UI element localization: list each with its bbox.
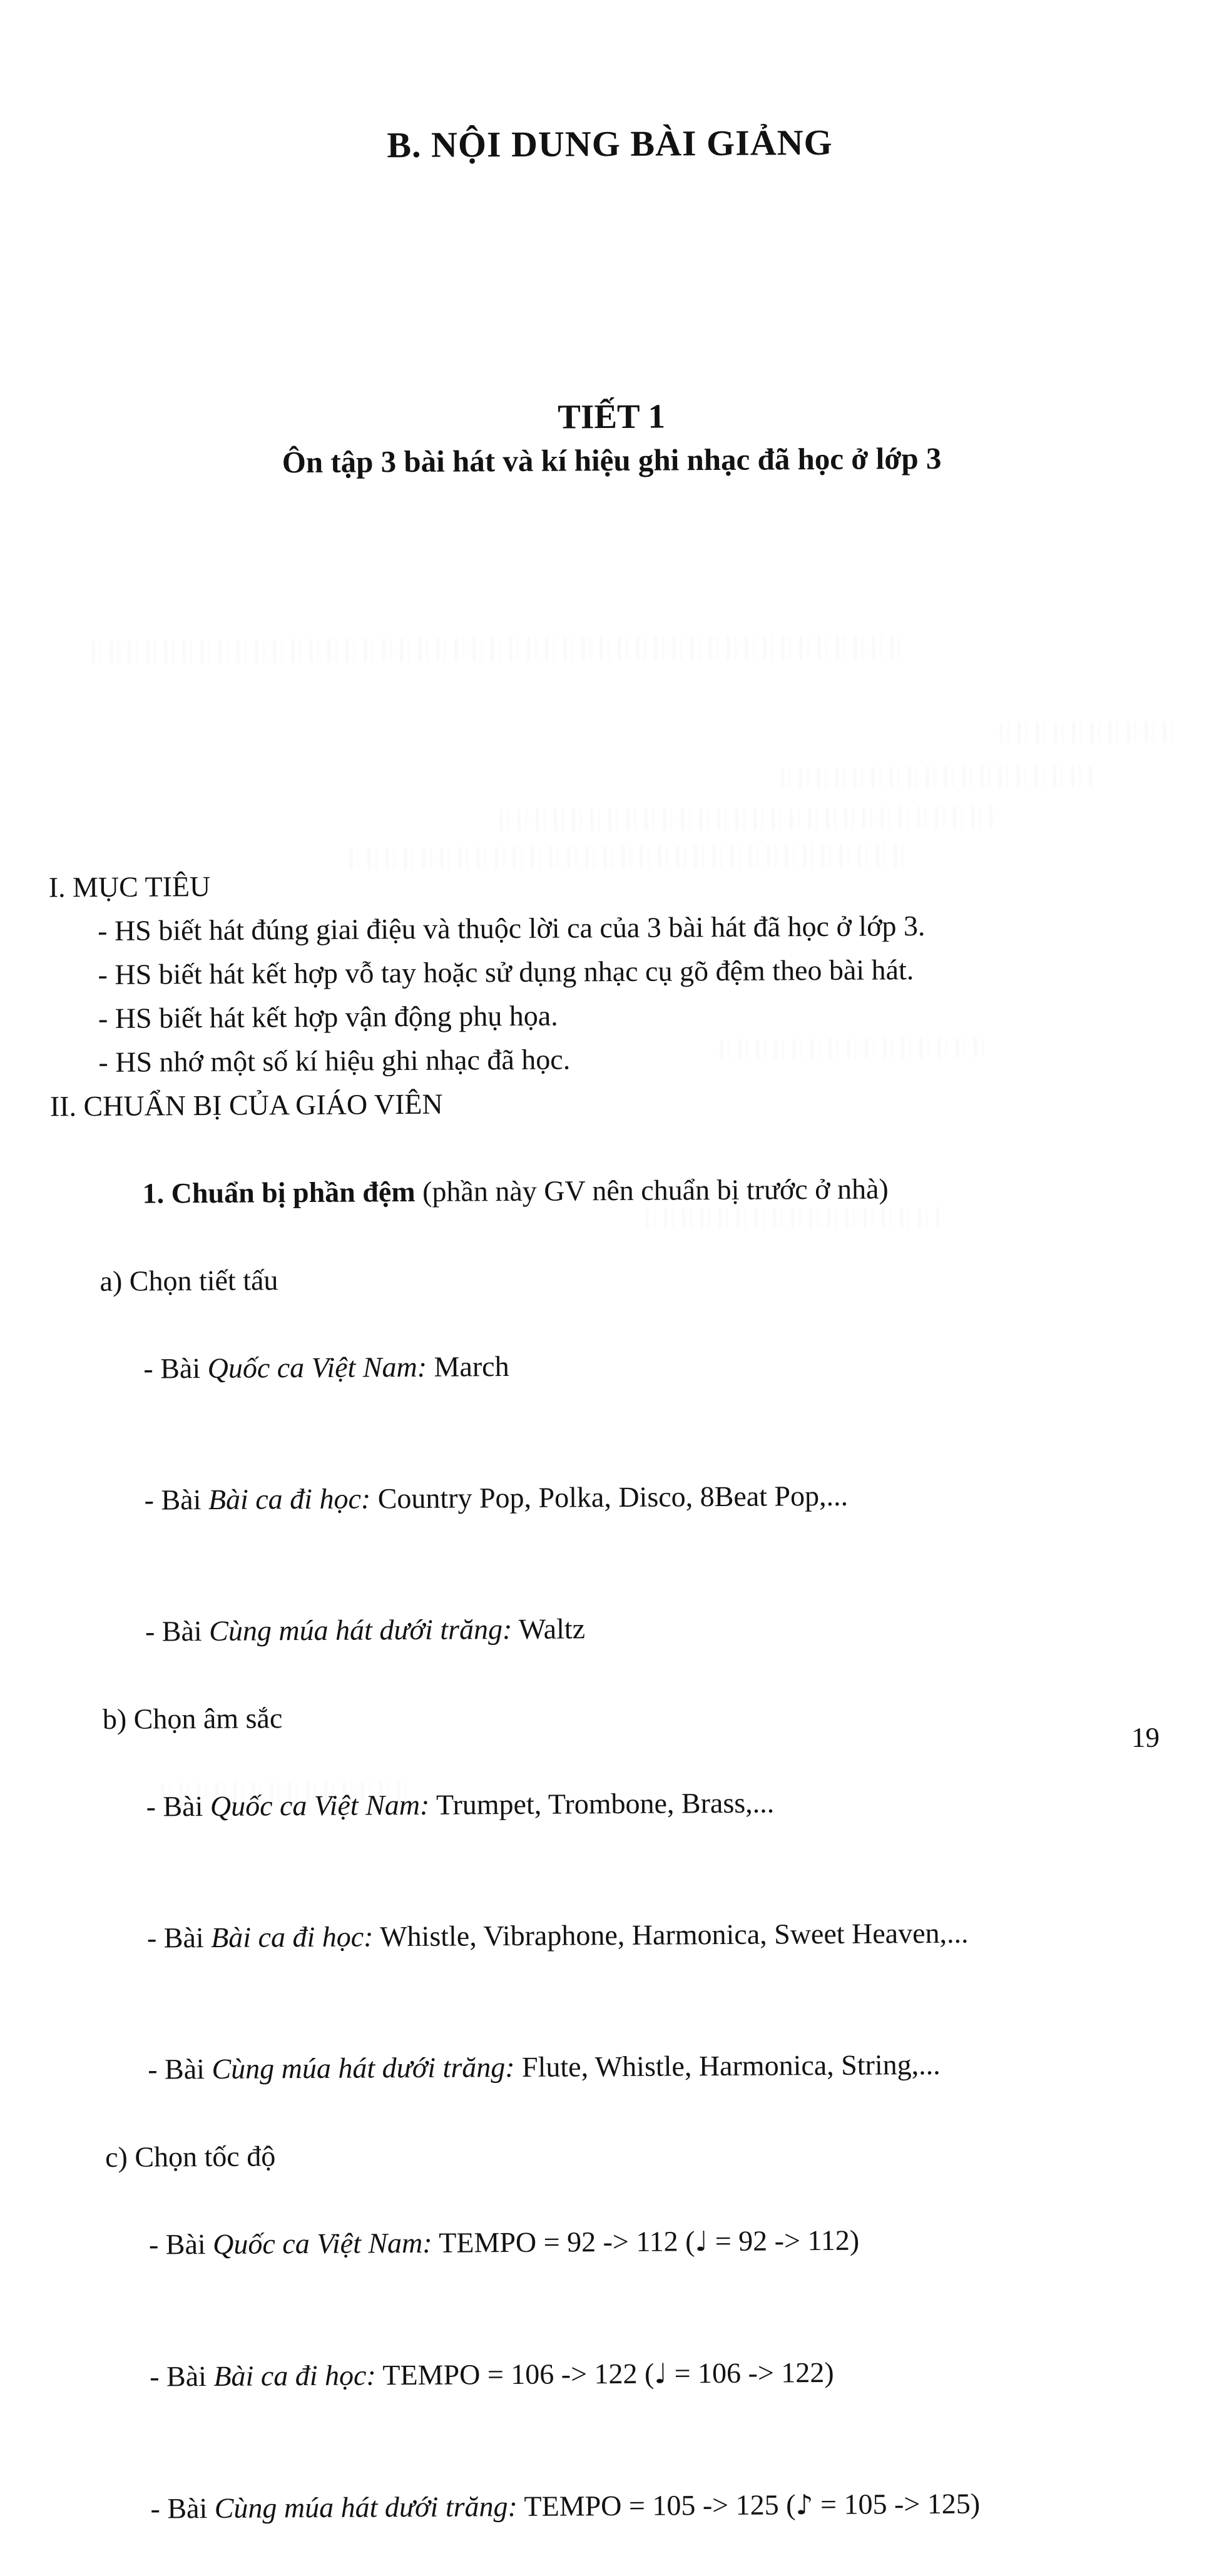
section-heading-chuan-bi: II. CHUẨN BỊ CỦA GIÁO VIÊN xyxy=(49,1087,443,1123)
song-line-timbre-cung-mua xyxy=(56,1997,1208,2136)
page-number: 19 xyxy=(1131,1721,1160,1753)
song-title: Quốc ca Việt Nam: xyxy=(207,1350,427,1384)
subsection-heading-dem xyxy=(50,1121,1202,1260)
song-line-timbre-quoc-ca xyxy=(54,1734,1206,1873)
song-prefix: - Bài xyxy=(146,1789,211,1823)
tempo-text: = 92 -> 112) xyxy=(708,2224,860,2258)
song-prefix: - Bài xyxy=(150,2492,215,2525)
song-title: Bài ca đi học: xyxy=(211,1920,374,1953)
song-line-tempo-cung-mua xyxy=(58,2436,1210,2575)
song-line-rhythm-bai-ca xyxy=(52,1428,1204,1566)
lesson-subtitle: Ôn tập 3 bài hát và kí hiệu ghi nhạc đã học ở lớp 3 xyxy=(282,440,942,480)
objective-item: - HS biết hát đúng giai điệu và thuộc lời ca của 3 bài hát đã học ở lớp 3. xyxy=(97,909,926,947)
song-value: Waltz xyxy=(512,1612,586,1646)
song-prefix: - Bài xyxy=(145,1614,210,1647)
main-title: B. NỘI DUNG BÀI GIẢNG xyxy=(387,121,833,166)
subsection-bold-label: 1. Chuẩn bị phần đệm xyxy=(142,1175,416,1209)
song-value: Whistle, Vibraphone, Harmonica, Sweet Heaven,... xyxy=(373,1917,969,1953)
song-line-timbre-bai-ca xyxy=(54,1866,1206,2004)
song-value: Flute, Whistle, Harmonica, String,... xyxy=(514,2048,941,2084)
song-title: Quốc ca Việt Nam: xyxy=(210,1788,430,1822)
song-prefix: - Bài xyxy=(144,1483,209,1516)
subsection-note: (phần này GV nên chuẩn bị trước ở nhà) xyxy=(415,1173,889,1208)
quarter-note-icon: ♩ xyxy=(654,2358,668,2390)
song-title: Cùng múa hát dưới trăng: xyxy=(212,2051,515,2085)
song-line-rhythm-cung-mua xyxy=(53,1559,1205,1698)
label-tiet-tau: a) Chọn tiết tấu xyxy=(99,1264,278,1298)
song-prefix: - Bài xyxy=(148,2052,212,2085)
song-value: Trumpet, Trombone, Brass,... xyxy=(429,1786,775,1821)
scan-artifact xyxy=(782,765,1094,788)
song-prefix: - Bài xyxy=(143,1352,208,1385)
song-title: Cùng múa hát dưới trăng: xyxy=(209,1613,513,1647)
song-prefix: - Bài xyxy=(146,1921,212,1954)
scan-artifact xyxy=(92,635,905,664)
song-prefix: - Bài xyxy=(150,2360,214,2393)
label-am-sac: b) Chọn âm sắc xyxy=(102,1702,283,1736)
song-title: Quốc ca Việt Nam: xyxy=(213,2226,432,2260)
lesson-number: TIẾT 1 xyxy=(558,397,666,436)
tempo-text: TEMPO = 92 -> 112 ( xyxy=(432,2225,695,2259)
song-prefix: - Bài xyxy=(148,2227,213,2261)
scan-artifact xyxy=(1000,721,1181,743)
label-toc-do: c) Chọn tốc độ xyxy=(105,2140,276,2174)
scan-artifact xyxy=(500,806,994,832)
song-line-tempo-quoc-ca xyxy=(56,2172,1208,2311)
song-title: Cùng múa hát dưới trăng: xyxy=(214,2490,518,2524)
tempo-text: = 106 -> 122) xyxy=(666,2356,834,2390)
objective-item: - HS nhớ một số kí hiệu ghi nhạc đã học. xyxy=(98,1043,571,1079)
objective-item: - HS biết hát kết hợp vận động phụ họa. xyxy=(98,999,558,1035)
tempo-text: TEMPO = 106 -> 122 ( xyxy=(375,2357,655,2391)
quarter-note-icon: ♩ xyxy=(695,2226,708,2258)
song-title: Bài ca đi học: xyxy=(208,1482,371,1515)
tempo-text: = 105 -> 125) xyxy=(813,2487,981,2521)
tempo-text: TEMPO = 105 -> 125 ( xyxy=(517,2488,796,2522)
eighth-note-icon: ♪ xyxy=(795,2489,813,2522)
song-value: Country Pop, Polka, Disco, 8Beat Pop,... xyxy=(370,1479,849,1515)
body-text xyxy=(49,858,1211,2575)
song-line-rhythm-quoc-ca xyxy=(51,1296,1203,1435)
song-title: Bài ca đi học: xyxy=(213,2359,376,2392)
objective-item: - HS biết hát kết hợp vỗ tay hoặc sử dụng nhạc cụ gõ đệm theo bài hát. xyxy=(98,954,914,991)
song-line-tempo-bai-ca xyxy=(58,2304,1210,2443)
lesson-header xyxy=(0,393,1226,482)
section-heading-muc-tieu: I. MỤC TIÊU xyxy=(48,870,211,904)
song-value: March xyxy=(426,1350,509,1383)
